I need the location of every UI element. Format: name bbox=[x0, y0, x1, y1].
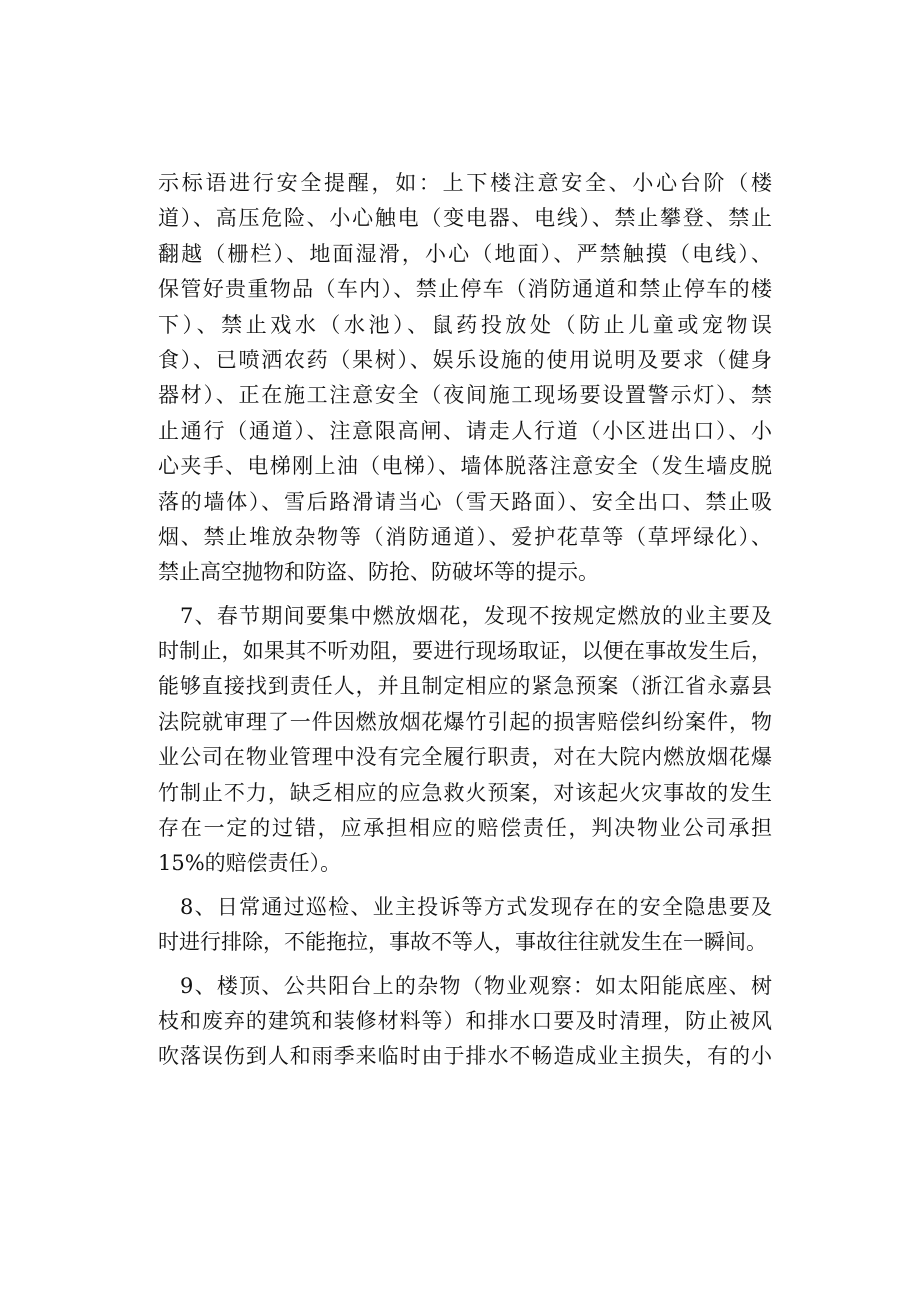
text-line: 器材）、正在施工注意安全（夜间施工现场要设置警示灯）、禁 bbox=[158, 383, 772, 408]
text-line: 7、春节期间要集中燃放烟花，发现不按规定燃放的业主要及 bbox=[180, 603, 772, 628]
text-line: 能够直接找到责任人，并且制定相应的紧急预案（浙江省永嘉县 bbox=[158, 674, 772, 699]
text-line: 道）、高压危险、小心触电（变电器、电线）、禁止攀登、禁止 bbox=[158, 206, 772, 231]
text-line: 时进行排除，不能拖拉，事故不等人，事故往往就发生在一瞬间。 bbox=[158, 930, 767, 955]
text-line: 存在一定的过错，应承担相应的赔偿责任，判决物业公司承担 bbox=[158, 816, 772, 841]
text-line: 吹落误伤到人和雨季来临时由于排水不畅造成业主损失，有的小 bbox=[158, 1044, 772, 1069]
text-line: 9、楼顶、公共阳台上的杂物（物业观察：如太阳能底座、树 bbox=[180, 973, 772, 998]
text-line: 法院就审理了一件因燃放烟花爆竹引起的损害赔偿纠纷案件，物 bbox=[158, 709, 772, 734]
paragraph-item-9 bbox=[158, 969, 772, 1075]
paragraph-item-8 bbox=[158, 890, 772, 961]
text-line: 保管好贵重物品（车内）、禁止停车（消防通道和禁止停车的楼 bbox=[158, 277, 772, 302]
text-line: 业公司在物业管理中没有完全履行职责，对在大院内燃放烟花爆 bbox=[158, 745, 772, 770]
paragraph-spacing bbox=[158, 591, 772, 599]
paragraph-spacing bbox=[158, 882, 772, 890]
document-body bbox=[158, 166, 772, 1075]
paragraph-spacing bbox=[158, 961, 772, 969]
text-line: 心夹手、电梯刚上油（电梯）、墙体脱落注意安全（发生墙皮脱 bbox=[158, 454, 772, 479]
text-line: 落的墙体）、雪后路滑请当心（雪天路面）、安全出口、禁止吸 bbox=[158, 489, 772, 514]
text-line: 示标语进行安全提醒，如：上下楼注意安全、小心台阶（楼 bbox=[158, 171, 772, 195]
text-line: 8、日常通过巡检、业主投诉等方式发现存在的安全隐患要及 bbox=[180, 894, 772, 919]
paragraph-continuation bbox=[158, 166, 772, 591]
text-line: 时制止，如果其不听劝阻，要进行现场取证，以便在事故发生后， bbox=[158, 639, 772, 664]
text-line: 禁止高空抛物和防盗、防抢、防破坏等的提示。 bbox=[158, 560, 599, 585]
text-line: 15%的赔偿责任）。 bbox=[158, 851, 342, 876]
text-line: 食）、已喷洒农药（果树）、娱乐设施的使用说明及要求（健身 bbox=[158, 347, 772, 372]
text-line: 烟、禁止堆放杂物等（消防通道）、爱护花草等（草坪绿化）、 bbox=[158, 524, 772, 549]
text-line: 翻越（栅栏）、地面湿滑，小心（地面）、严禁触摸（电线）、 bbox=[158, 241, 772, 266]
text-line: 竹制止不力，缺乏相应的应急救火预案，对该起火灾事故的发生 bbox=[158, 780, 772, 805]
text-line: 下）、禁止戏水（水池）、鼠药投放处（防止儿童或宠物误 bbox=[158, 312, 772, 337]
text-line: 枝和废弃的建筑和装修材料等）和排水口要及时清理，防止被风 bbox=[158, 1008, 772, 1033]
paragraph-item-7 bbox=[158, 599, 772, 882]
text-line: 止通行（通道）、注意限高闸、请走人行道（小区进出口）、小 bbox=[158, 418, 772, 443]
